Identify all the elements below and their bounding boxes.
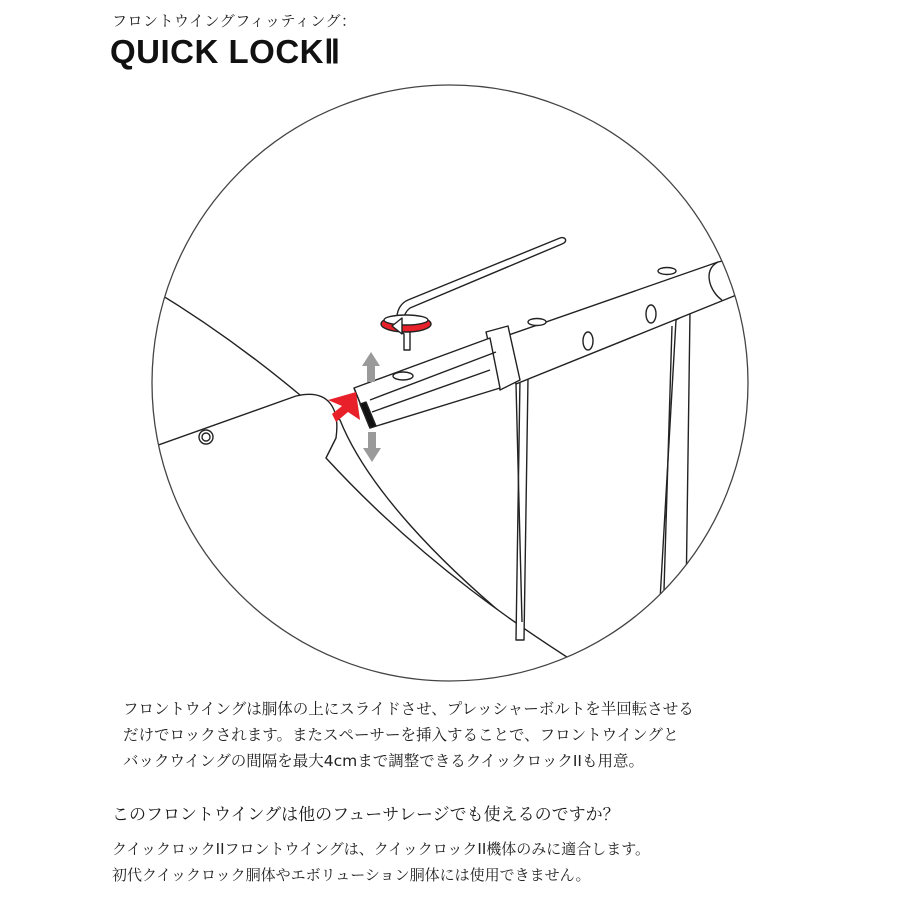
faq-question: このフロントウイングは他のフューサレージでも使えるのですか？ (112, 805, 620, 825)
description-line: だけでロックされます。またスペーサーを挿入することで、フロントウイングと (123, 726, 679, 744)
down-arrow-icon (363, 432, 381, 462)
section-subtitle: フロントウイングフィッティング： (112, 12, 357, 30)
description-line: バックウイングの間隔を最大4cmまで調整できるクイックロックIIも用意。 (123, 752, 644, 770)
description (123, 696, 823, 774)
page-title: QUICK LOCKⅡ (110, 33, 341, 70)
description-line: フロントウイングは胴体の上にスライドさせ、プレッシャーボルトを半回転させる (123, 700, 694, 718)
faq-answer (112, 836, 852, 888)
rotation-arrow-icon (381, 315, 431, 334)
mounting-rail (354, 338, 500, 428)
up-arrow-icon (362, 352, 380, 382)
faq-answer-line: クイックロックIIフロントウイングは、クイックロックII機体のみに適合します。 (112, 840, 651, 858)
wing-screw-hole (199, 430, 213, 444)
front-wing-plate (150, 394, 620, 690)
faq-answer-line: 初代クイックロック胴体やエボリューション胴体には使用できません。 (112, 866, 591, 884)
